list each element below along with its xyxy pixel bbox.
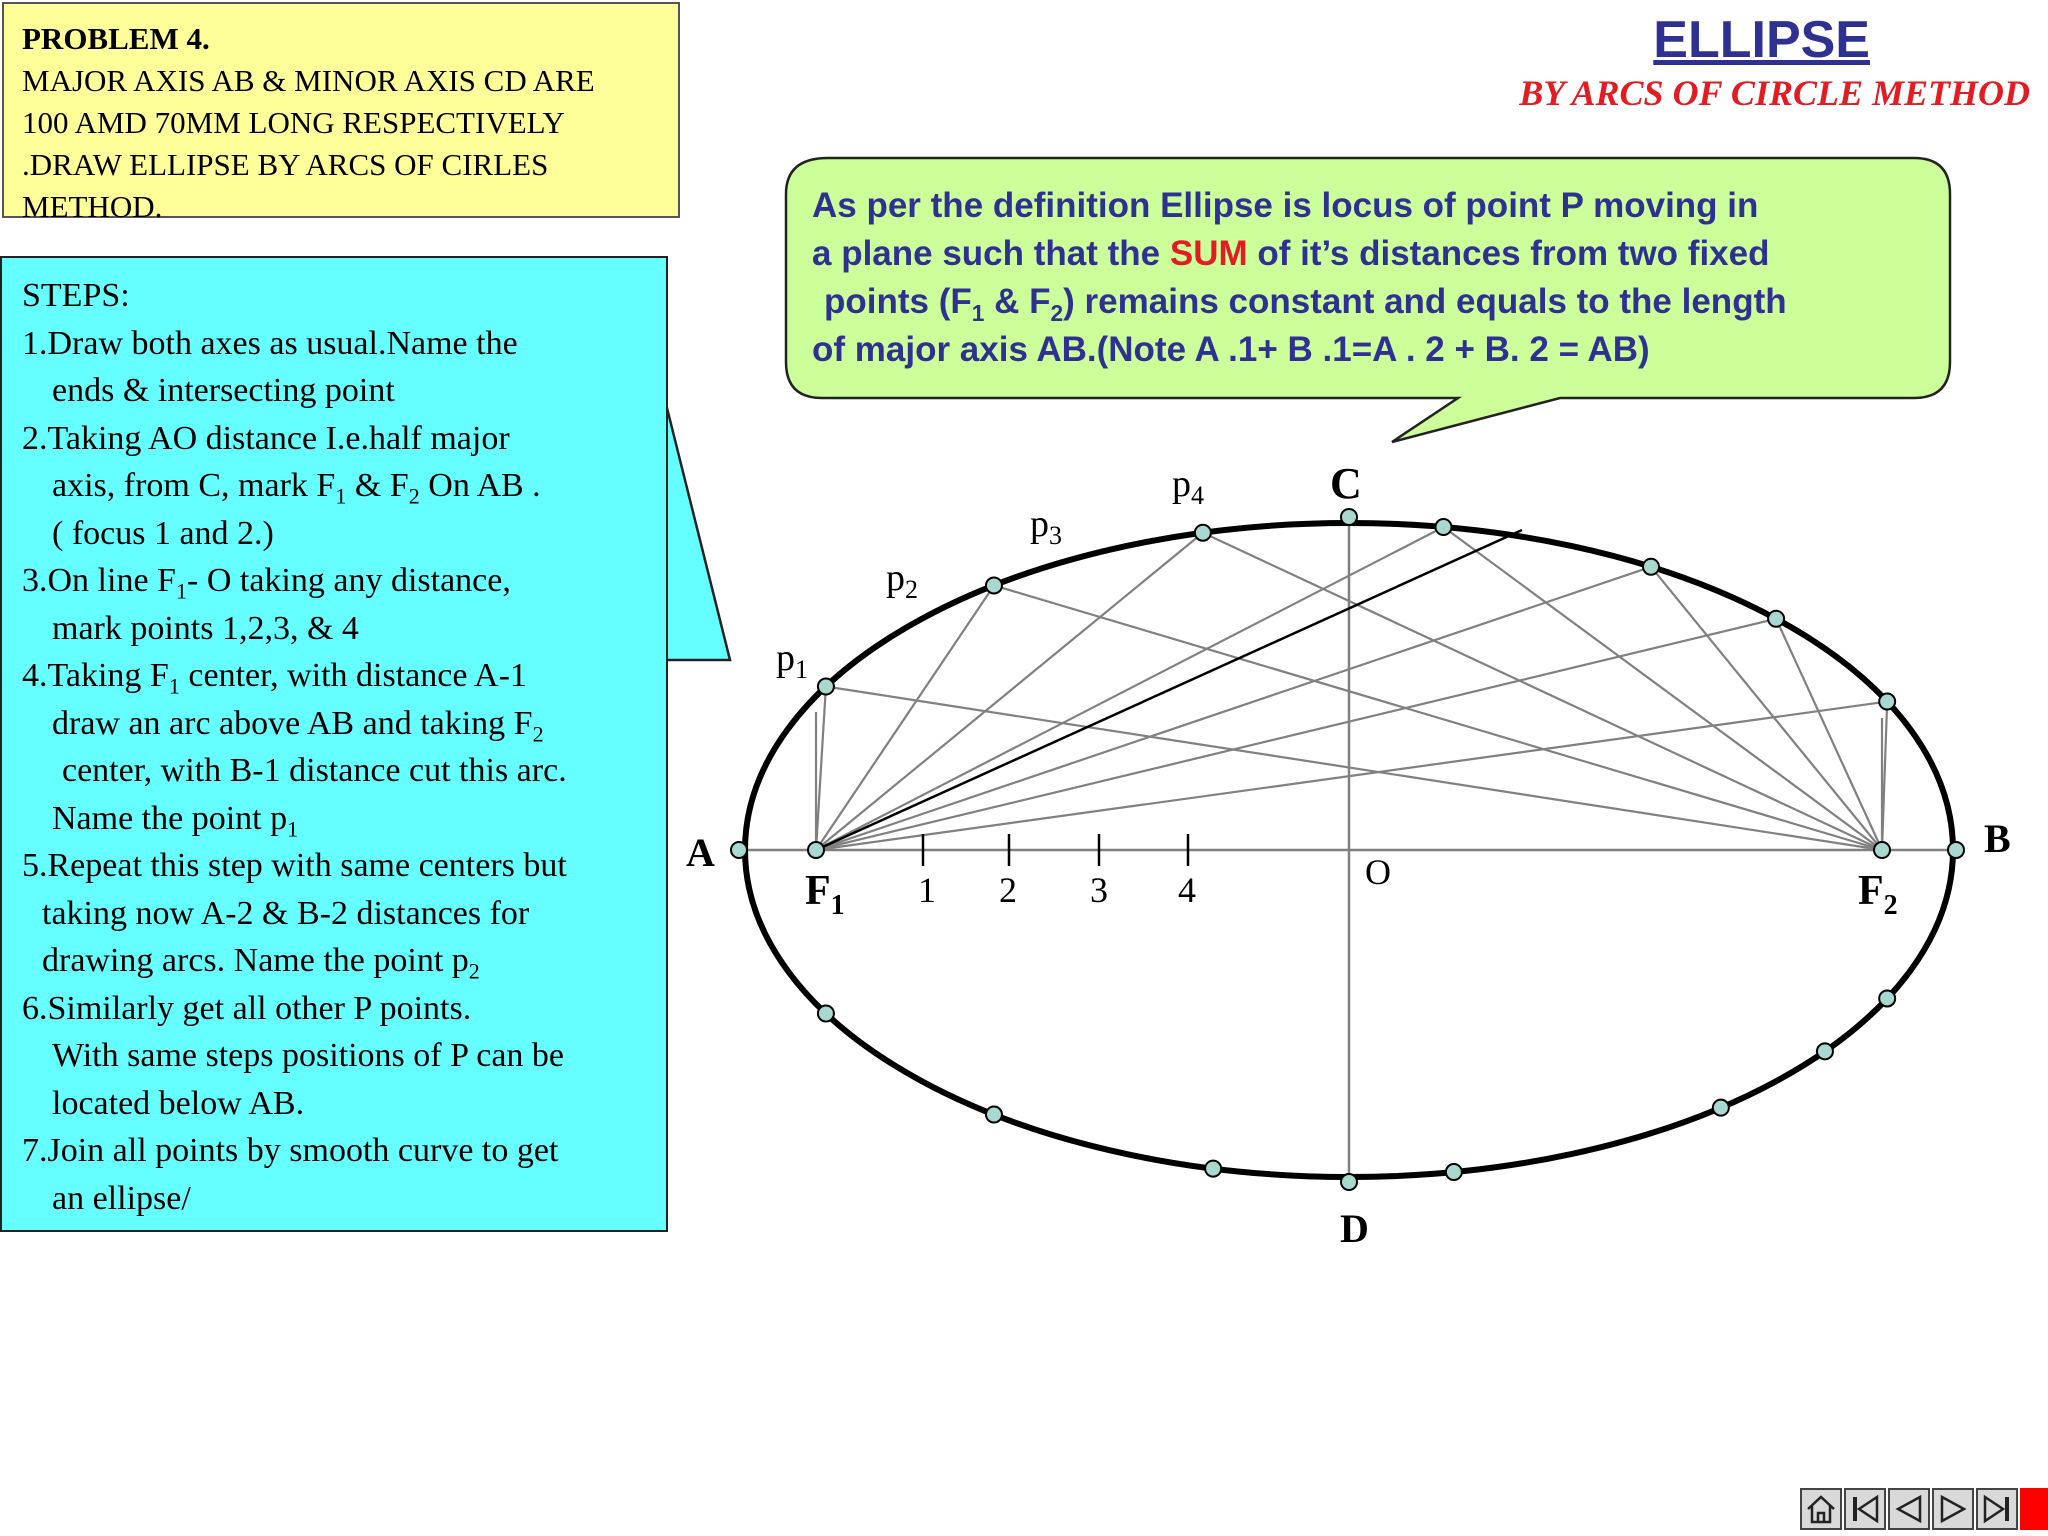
page-subtitle: BY ARCS OF CIRCLE METHOD xyxy=(1519,73,2030,113)
step-line: 4.Taking $F_1$ center, with distance A-1 xyxy=(22,657,527,699)
division-label-3: 3 xyxy=(1090,870,1108,910)
focal-line-f1 xyxy=(816,702,1887,850)
problem-line: METHOD. xyxy=(22,189,163,224)
steps-callout-pointer xyxy=(666,404,730,660)
ellipse-point-marker xyxy=(1879,694,1895,710)
next-slide-button[interactable] xyxy=(1932,1488,1974,1530)
label-b: B xyxy=(1984,816,2011,861)
ellipse-point-marker xyxy=(1643,559,1659,575)
step-line: With same steps positions of P can be xyxy=(52,1037,565,1074)
label-o: O xyxy=(1365,852,1391,892)
stop-button[interactable] xyxy=(2020,1488,2048,1530)
step-line: 3.On line $F_1-$ O taking any distance, xyxy=(22,562,511,604)
next-slide-icon xyxy=(1936,1492,1970,1526)
label-p2: $p_2$ xyxy=(886,557,918,604)
division-label-2: 2 xyxy=(999,870,1017,910)
label-d: D xyxy=(1340,1206,1369,1251)
problem-line: 100 AMD 70MM LONG RESPECTIVELY xyxy=(22,105,565,140)
ellipse-point-marker xyxy=(1205,1161,1221,1177)
step-line: located below AB. xyxy=(52,1084,305,1122)
ellipse-point-marker xyxy=(1768,611,1784,627)
step-line: 6.Similarly get all other P points. xyxy=(22,989,472,1027)
ellipse-point-marker xyxy=(1195,525,1211,541)
label-f2: $F_2$ xyxy=(1858,868,1898,921)
label-p1: $p_1$ xyxy=(776,637,808,684)
step-line: mark points 1,2,3, & 4 xyxy=(52,609,359,647)
division-label-1: 1 xyxy=(918,870,936,910)
label-a: A xyxy=(686,830,715,875)
definition-line: As per the definition Ellipse is locus of point P moving in xyxy=(812,186,1759,225)
label-p3: $p_3$ xyxy=(1030,503,1062,550)
title-block xyxy=(1330,10,2030,116)
first-slide-button[interactable] xyxy=(1844,1488,1886,1530)
ellipse-point-marker xyxy=(1341,1174,1357,1190)
sum-highlight: SUM xyxy=(1169,234,1248,273)
step-line: ends & intersecting point xyxy=(52,372,395,409)
slide-navigation xyxy=(1800,1488,2048,1530)
step-line: 5.Repeat this step with same centers but xyxy=(22,847,567,884)
definition-line: points ($F_1$ & $F_2$) remains constant and equals to the length xyxy=(824,282,1787,326)
ellipse-point-marker xyxy=(986,1107,1002,1123)
ellipse-point-marker xyxy=(818,679,834,695)
definition-text xyxy=(812,182,1952,374)
ellipse-point-marker xyxy=(818,1006,834,1022)
first-slide-icon xyxy=(1848,1492,1882,1526)
problem-line: .DRAW ELLIPSE BY ARCS OF CIRLES xyxy=(22,147,549,182)
step-line: Name the point $p_1$ xyxy=(52,799,299,842)
construction-lines xyxy=(816,527,1887,850)
label-c: C xyxy=(1330,459,1362,508)
focal-line-f2 xyxy=(1651,567,1882,850)
label-f1: $F_1$ xyxy=(805,868,845,921)
step-line: 1.Draw both axes as usual.Name the xyxy=(22,324,518,362)
problem-line: MAJOR AXIS AB & MINOR AXIS CD ARE xyxy=(22,63,595,98)
steps-box xyxy=(0,256,668,1232)
previous-slide-icon xyxy=(1892,1492,1926,1526)
previous-slide-button[interactable] xyxy=(1888,1488,1930,1530)
focal-line-f2 xyxy=(1203,533,1882,850)
step-line: taking now A-2 & B-2 distances for xyxy=(42,894,530,932)
ellipse-point-marker xyxy=(1446,1164,1462,1180)
step-line: an ellipse/ xyxy=(52,1179,191,1217)
ellipse-point-marker xyxy=(1713,1100,1729,1116)
step-line: 7.Join all points by smooth curve to get xyxy=(22,1132,559,1169)
focal-line-f2 xyxy=(1443,527,1882,850)
definition-line: a plane such that the SUM of it’s distances from two fixed xyxy=(812,234,1770,273)
ellipse-point-marker xyxy=(1341,509,1357,525)
label-p4: $p_4$ xyxy=(1172,463,1204,510)
steps-heading: STEPS: xyxy=(22,277,130,314)
page-title: ELLIPSE xyxy=(1653,11,1870,69)
step-line: center, with B-1 distance cut this arc. xyxy=(62,752,567,789)
last-slide-icon xyxy=(1980,1492,2014,1526)
focal-line-f1 xyxy=(816,687,826,851)
step-line: draw an arc above AB and taking $F_2$ xyxy=(52,704,544,747)
ellipse-point-marker xyxy=(1879,990,1895,1006)
ellipse-point-marker xyxy=(986,577,1002,593)
ellipse-point-marker xyxy=(1435,519,1451,535)
ellipse-point-marker xyxy=(1817,1043,1833,1059)
last-slide-button[interactable] xyxy=(1976,1488,2018,1530)
division-label-4: 4 xyxy=(1178,870,1196,910)
problem-statement-box xyxy=(2,2,680,224)
step-line: 2.Taking AO distance I.e.half major xyxy=(22,419,510,457)
home-icon xyxy=(1804,1492,1838,1526)
home-button[interactable] xyxy=(1800,1488,1842,1530)
ellipse-point-marker xyxy=(1948,842,1964,858)
step-line: axis, from C, mark $F_1$ & $F_2$ On AB . xyxy=(52,467,541,509)
ellipse-point-marker xyxy=(731,842,747,858)
ellipse-point-marker xyxy=(808,842,824,858)
step-line: drawing arcs. Name the point $p_2$ xyxy=(42,942,480,984)
definition-line: of major axis AB.(Note A .1+ B .1=A . 2 + B. 2 = AB) xyxy=(812,330,1650,369)
step-line: ( focus 1 and 2.) xyxy=(52,514,274,552)
problem-heading: PROBLEM 4. xyxy=(22,21,210,56)
ellipse-point-marker xyxy=(1874,842,1890,858)
